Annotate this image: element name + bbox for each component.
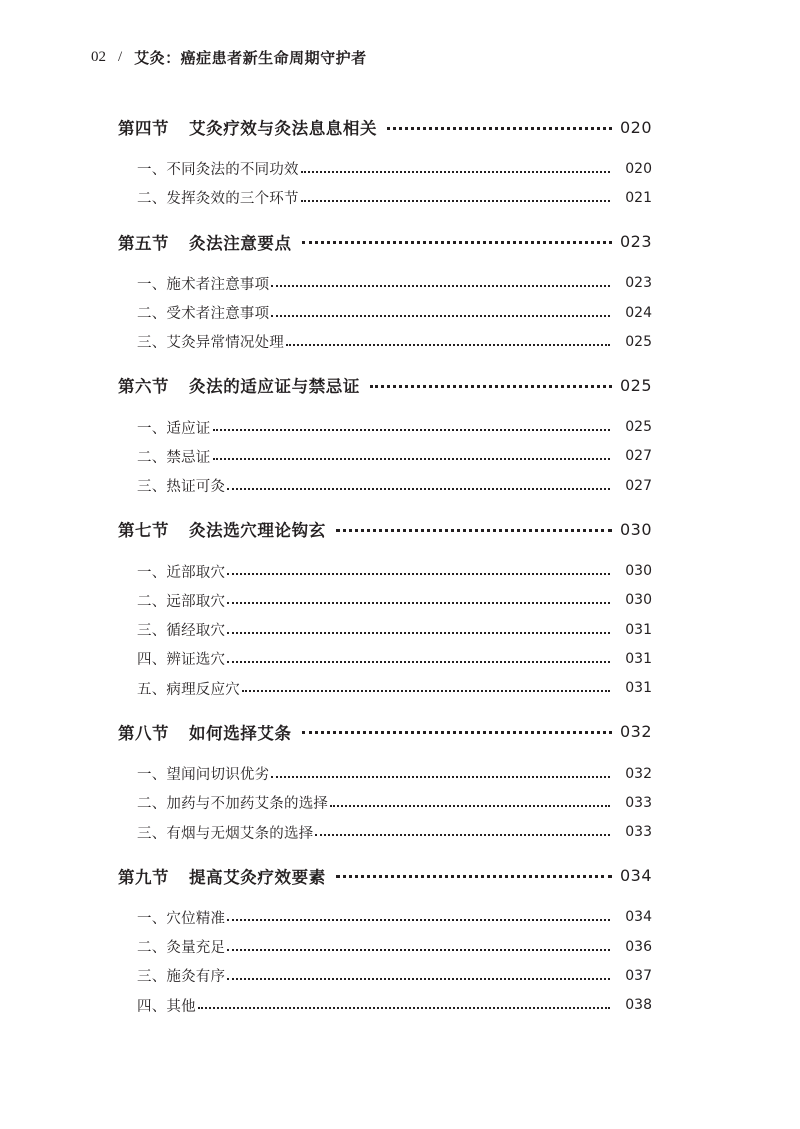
toc-entry[interactable] <box>118 471 652 500</box>
section-page-number: 025 <box>619 375 652 395</box>
section-number: 第六节 <box>118 377 169 397</box>
entry-title: 一、穴位精准 <box>137 910 226 927</box>
entry-page-number: 038 <box>625 997 652 1014</box>
toc-entry[interactable] <box>118 183 652 212</box>
dot-leader <box>198 1007 610 1009</box>
toc-section-heading[interactable] <box>118 717 652 747</box>
entry-title: 一、不同灸法的不同功效 <box>137 162 299 179</box>
entry-page-number: 032 <box>625 765 652 782</box>
dot-leader <box>301 200 610 202</box>
toc-entry[interactable] <box>118 412 652 441</box>
toc-section <box>118 112 652 213</box>
dot-leader <box>286 344 610 346</box>
dot-leader <box>213 458 611 460</box>
dot-leader <box>301 171 610 173</box>
dot-leader <box>227 602 610 604</box>
entry-page-number: 024 <box>625 304 652 321</box>
entry-page-number: 027 <box>625 477 652 494</box>
toc-section <box>118 514 652 702</box>
entry-page-number: 030 <box>625 563 652 580</box>
toc-entry[interactable] <box>118 154 652 183</box>
section-page-number: 020 <box>619 117 652 137</box>
entry-title: 三、热证可灸 <box>137 479 226 496</box>
dot-leader <box>330 805 610 807</box>
entry-title: 一、近部取穴 <box>137 564 226 581</box>
entry-page-number: 037 <box>625 967 652 984</box>
toc-entry[interactable] <box>118 788 652 817</box>
dot-leader <box>227 661 610 663</box>
section-number: 第四节 <box>118 119 169 138</box>
section-number: 第九节 <box>118 867 169 887</box>
toc-entry[interactable] <box>118 674 652 703</box>
section-number: 第八节 <box>118 723 169 743</box>
toc-entry[interactable] <box>118 442 652 471</box>
dot-leader <box>227 978 610 980</box>
entry-title: 五、病理反应穴 <box>137 681 240 698</box>
entry-title: 二、受术者注意事项 <box>137 306 270 323</box>
toc-section-heading[interactable] <box>118 112 652 142</box>
dot-leader <box>336 529 612 532</box>
toc-entry[interactable] <box>118 556 652 585</box>
entry-title: 二、远部取穴 <box>137 593 226 610</box>
entry-title: 一、施术者注意事项 <box>137 276 270 293</box>
page-number: 02 <box>91 48 106 65</box>
entry-page-number: 027 <box>625 448 652 465</box>
toc-section-heading[interactable] <box>118 514 652 544</box>
toc-section-heading[interactable] <box>118 861 652 891</box>
entry-title: 二、加药与不加药艾条的选择 <box>137 796 329 813</box>
section-page-number: 030 <box>619 519 652 539</box>
dot-leader <box>315 834 610 836</box>
dot-leader <box>302 731 612 734</box>
toc-section <box>118 717 652 847</box>
entry-page-number: 031 <box>625 680 652 697</box>
dot-leader <box>227 573 610 575</box>
entry-title: 一、适应证 <box>137 420 211 437</box>
section-number: 第五节 <box>118 233 169 253</box>
entry-page-number: 033 <box>625 794 652 811</box>
toc-entry[interactable] <box>118 327 652 356</box>
section-title: 艾灸疗效与灸法息息相关 <box>189 119 378 138</box>
entry-page-number: 034 <box>625 909 652 926</box>
entry-title: 四、辨证选穴 <box>137 652 226 669</box>
dot-leader <box>336 875 612 878</box>
dot-leader <box>271 315 610 317</box>
entry-page-number: 030 <box>625 592 652 609</box>
toc-section <box>118 861 652 1020</box>
section-page-number: 034 <box>619 866 652 886</box>
entry-title: 一、望闻问切识优劣 <box>137 767 270 783</box>
dot-leader <box>213 429 611 431</box>
toc-entry[interactable] <box>118 615 652 644</box>
table-of-contents <box>118 112 652 1034</box>
dot-leader <box>370 385 612 388</box>
entry-page-number: 025 <box>625 333 652 350</box>
section-title: 提高艾灸疗效要素 <box>189 867 326 887</box>
toc-entry[interactable] <box>118 298 652 327</box>
book-title: 艾灸：癌症患者新生命周期守护者 <box>134 48 367 67</box>
toc-entry[interactable] <box>118 759 652 788</box>
section-title: 灸法的适应证与禁忌证 <box>189 377 360 397</box>
toc-section-heading[interactable] <box>118 227 652 257</box>
toc-section <box>118 227 652 357</box>
entry-title: 四、其他 <box>137 998 196 1015</box>
toc-entry[interactable] <box>118 961 652 990</box>
entry-title: 三、循经取穴 <box>137 623 226 640</box>
dot-leader <box>227 919 610 921</box>
entry-title: 二、发挥灸效的三个环节 <box>137 191 299 208</box>
section-title: 灸法选穴理论钩玄 <box>189 521 326 541</box>
entry-page-number: 033 <box>625 824 652 841</box>
toc-entry[interactable] <box>118 644 652 673</box>
toc-section <box>118 370 652 500</box>
toc-section-heading[interactable] <box>118 370 652 400</box>
entry-title: 二、禁忌证 <box>137 449 211 466</box>
dot-leader <box>227 488 610 490</box>
dot-leader <box>302 241 612 244</box>
dot-leader <box>242 690 610 692</box>
dot-leader <box>227 632 610 634</box>
dot-leader <box>387 127 612 130</box>
header-separator: / <box>118 48 123 65</box>
toc-entry[interactable] <box>118 269 652 298</box>
section-page-number: 023 <box>619 232 652 252</box>
dot-leader <box>227 949 610 951</box>
section-page-number: 032 <box>619 722 652 742</box>
toc-entry[interactable] <box>118 903 652 932</box>
entry-page-number: 020 <box>625 160 652 177</box>
entry-page-number: 036 <box>625 938 652 955</box>
toc-entry[interactable] <box>118 586 652 615</box>
entry-page-number: 023 <box>625 275 652 292</box>
section-title: 如何选择艾条 <box>189 723 292 743</box>
entry-title: 三、有烟与无烟艾条的选择 <box>137 825 314 842</box>
entry-page-number: 021 <box>625 189 652 206</box>
entry-title: 三、艾灸异常情况处理 <box>137 335 284 352</box>
section-number: 第七节 <box>118 521 169 541</box>
dot-leader <box>271 285 610 287</box>
dot-leader <box>271 776 610 778</box>
entry-page-number: 031 <box>625 650 652 667</box>
toc-entry[interactable] <box>118 991 652 1020</box>
entry-page-number: 031 <box>625 621 652 638</box>
section-title: 灸法注意要点 <box>189 233 292 253</box>
toc-entry[interactable] <box>118 932 652 961</box>
entry-page-number: 025 <box>625 419 652 436</box>
toc-entry[interactable] <box>118 817 652 846</box>
running-header <box>91 45 367 69</box>
entry-title: 二、灸量充足 <box>137 940 226 957</box>
entry-title: 三、施灸有序 <box>137 969 226 986</box>
